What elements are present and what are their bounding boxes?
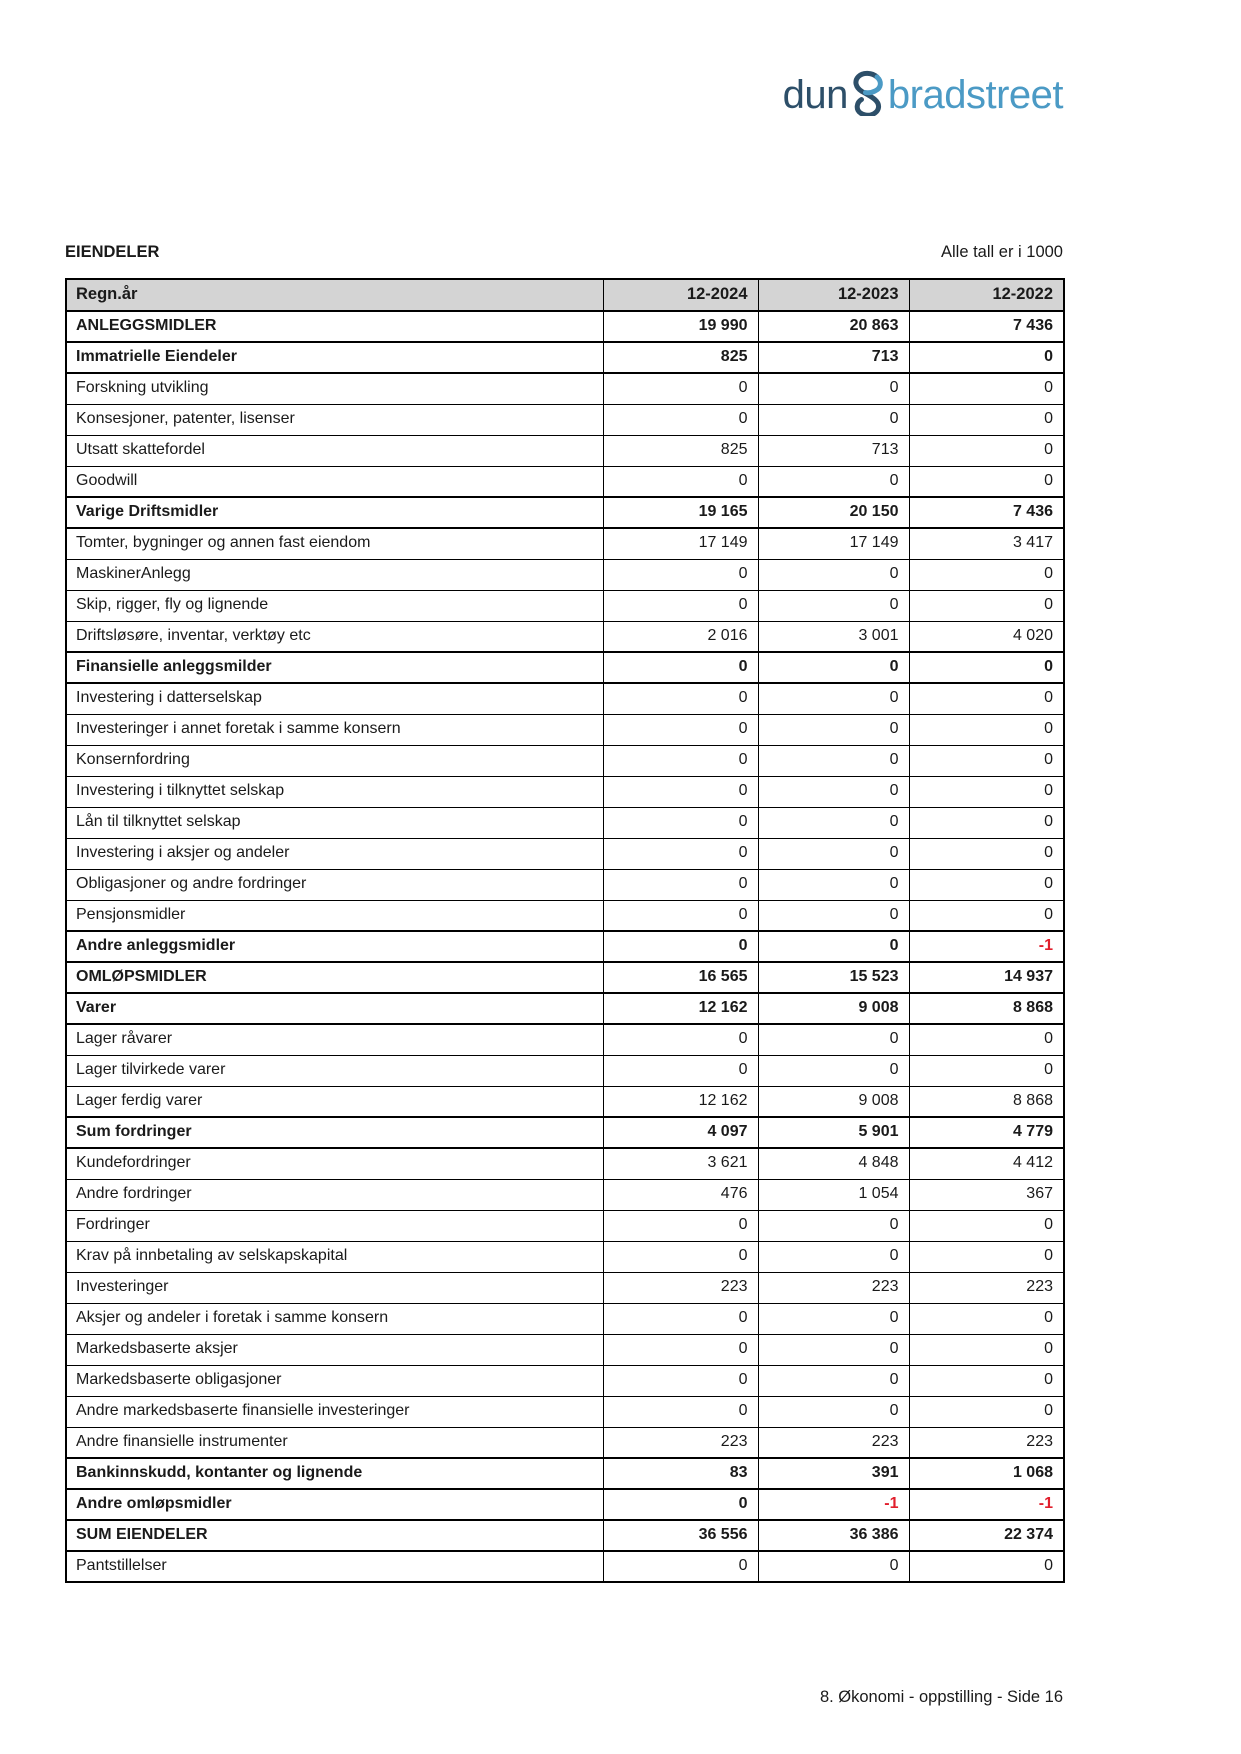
cell-value: 3 001 (758, 621, 909, 652)
cell-value: 0 (909, 559, 1064, 590)
table-row (66, 373, 1064, 404)
table-row (66, 1148, 1064, 1179)
cell-value: 0 (909, 1210, 1064, 1241)
row-label: Lager ferdig varer (66, 1086, 603, 1117)
cell-value: 0 (603, 404, 758, 435)
cell-value: 0 (909, 1551, 1064, 1582)
table-row (66, 528, 1064, 559)
table-row (66, 466, 1064, 497)
cell-value: 0 (758, 404, 909, 435)
cell-value: 0 (603, 1551, 758, 1582)
row-label: Lån til tilknyttet selskap (66, 807, 603, 838)
cell-value: 12 162 (603, 993, 758, 1024)
row-label: Utsatt skattefordel (66, 435, 603, 466)
cell-value: 1 054 (758, 1179, 909, 1210)
row-label: Andre finansielle instrumenter (66, 1427, 603, 1458)
row-label: Varer (66, 993, 603, 1024)
row-label: Driftsløsøre, inventar, verktøy etc (66, 621, 603, 652)
cell-value: 0 (909, 1241, 1064, 1272)
logo-bradstreet-text: bradstreet (887, 73, 1063, 117)
row-label: Kundefordringer (66, 1148, 603, 1179)
cell-value: 0 (909, 435, 1064, 466)
cell-value: 4 412 (909, 1148, 1064, 1179)
cell-value: 4 097 (603, 1117, 758, 1148)
cell-value: 20 150 (758, 497, 909, 528)
row-label: Investering i datterselskap (66, 683, 603, 714)
table-row (66, 1272, 1064, 1303)
cell-value: 1 068 (909, 1458, 1064, 1489)
cell-value: 0 (758, 931, 909, 962)
table-row (66, 435, 1064, 466)
cell-value: 825 (603, 342, 758, 373)
cell-value: 0 (758, 838, 909, 869)
column-header-year: 12-2023 (758, 279, 909, 311)
cell-value: 0 (603, 931, 758, 962)
cell-value: 0 (603, 1396, 758, 1427)
cell-value: 19 165 (603, 497, 758, 528)
cell-value: 223 (758, 1272, 909, 1303)
table-row (66, 1024, 1064, 1055)
cell-value: 0 (603, 1334, 758, 1365)
cell-value: 16 565 (603, 962, 758, 993)
cell-value: 0 (603, 900, 758, 931)
cell-value: 0 (758, 745, 909, 776)
table-row (66, 559, 1064, 590)
page-footer: 8. Økonomi - oppstilling - Side 16 (819, 1688, 1063, 1706)
table-row (66, 1210, 1064, 1241)
cell-value: 0 (603, 1055, 758, 1086)
row-label: Skip, rigger, fly og lignende (66, 590, 603, 621)
row-label: Andre fordringer (66, 1179, 603, 1210)
cell-value: 0 (603, 590, 758, 621)
cell-value: 0 (758, 1241, 909, 1272)
cell-value: 0 (909, 714, 1064, 745)
row-label: Finansielle anleggsmilder (66, 652, 603, 683)
cell-value: 17 149 (603, 528, 758, 559)
cell-value: 8 868 (909, 993, 1064, 1024)
table-row (66, 683, 1064, 714)
cell-value: 0 (758, 466, 909, 497)
cell-value: 15 523 (758, 962, 909, 993)
table-row (66, 962, 1064, 993)
row-label: Andre anleggsmidler (66, 931, 603, 962)
row-label: Investering i tilknyttet selskap (66, 776, 603, 807)
row-label: Investering i aksjer og andeler (66, 838, 603, 869)
cell-value: 0 (603, 745, 758, 776)
row-label: Bankinnskudd, kontanter og lignende (66, 1458, 603, 1489)
row-label: Lager tilvirkede varer (66, 1055, 603, 1086)
unit-note: Alle tall er i 1000 (941, 243, 1063, 261)
cell-value: -1 (758, 1489, 909, 1520)
cell-value: -1 (909, 931, 1064, 962)
table-row (66, 497, 1064, 528)
cell-value: 0 (603, 1489, 758, 1520)
cell-value: 7 436 (909, 311, 1064, 342)
cell-value: 0 (758, 652, 909, 683)
cell-value: 0 (603, 807, 758, 838)
cell-value: 20 863 (758, 311, 909, 342)
cell-value: 0 (603, 869, 758, 900)
table-row (66, 745, 1064, 776)
cell-value: 0 (758, 900, 909, 931)
table-row (66, 1086, 1064, 1117)
cell-value: 0 (603, 1024, 758, 1055)
table-row (66, 1055, 1064, 1086)
cell-value: 223 (909, 1272, 1064, 1303)
cell-value: 0 (603, 776, 758, 807)
column-header-label: Regn.år (66, 279, 603, 311)
header-row (66, 279, 1064, 311)
cell-value: 3 621 (603, 1148, 758, 1179)
cell-value: 0 (909, 869, 1064, 900)
cell-value: 17 149 (758, 528, 909, 559)
cell-value: 367 (909, 1179, 1064, 1210)
table-row (66, 869, 1064, 900)
cell-value: 0 (909, 1365, 1064, 1396)
row-label: Krav på innbetaling av selskapskapital (66, 1241, 603, 1272)
cell-value: 0 (909, 590, 1064, 621)
cell-value: 0 (603, 1303, 758, 1334)
row-label: Konsernfordring (66, 745, 603, 776)
cell-value: 0 (758, 1055, 909, 1086)
cell-value: 0 (909, 342, 1064, 373)
table-row (66, 900, 1064, 931)
table-row (66, 1551, 1064, 1582)
logo-dun-text: dun (782, 73, 848, 117)
row-label: MaskinerAnlegg (66, 559, 603, 590)
row-label: OMLØPSMIDLER (66, 962, 603, 993)
cell-value: 36 386 (758, 1520, 909, 1551)
cell-value: 12 162 (603, 1086, 758, 1117)
table-row (66, 590, 1064, 621)
cell-value: 4 020 (909, 621, 1064, 652)
row-label: Obligasjoner og andre fordringer (66, 869, 603, 900)
cell-value: 0 (758, 373, 909, 404)
cell-value: 0 (758, 1551, 909, 1582)
cell-value: 4 848 (758, 1148, 909, 1179)
row-label: Pantstillelser (66, 1551, 603, 1582)
table-row (66, 931, 1064, 962)
row-label: Immatrielle Eiendeler (66, 342, 603, 373)
table-row (66, 652, 1064, 683)
title-bar (65, 243, 1063, 262)
cell-value: 0 (758, 1303, 909, 1334)
cell-value: 0 (758, 1334, 909, 1365)
cell-value: 0 (909, 838, 1064, 869)
row-label: ANLEGGSMIDLER (66, 311, 603, 342)
table-row (66, 1396, 1064, 1427)
table-row (66, 776, 1064, 807)
table-row (66, 621, 1064, 652)
cell-value: 223 (758, 1427, 909, 1458)
column-header-year: 12-2022 (909, 279, 1064, 311)
cell-value: 223 (603, 1272, 758, 1303)
column-header-year: 12-2024 (603, 279, 758, 311)
table-row (66, 1334, 1064, 1365)
cell-value: 0 (758, 1024, 909, 1055)
table-row (66, 714, 1064, 745)
cell-value: 19 990 (603, 311, 758, 342)
table-row (66, 838, 1064, 869)
row-label: Tomter, bygninger og annen fast eiendom (66, 528, 603, 559)
cell-value: -1 (909, 1489, 1064, 1520)
cell-value: 0 (909, 404, 1064, 435)
cell-value: 0 (758, 776, 909, 807)
row-label: Markedsbaserte aksjer (66, 1334, 603, 1365)
cell-value: 0 (909, 900, 1064, 931)
table-row (66, 1520, 1064, 1551)
cell-value: 0 (758, 1210, 909, 1241)
cell-value: 0 (603, 714, 758, 745)
cell-value: 0 (758, 1365, 909, 1396)
cell-value: 0 (603, 838, 758, 869)
cell-value: 3 417 (909, 528, 1064, 559)
row-label: Lager råvarer (66, 1024, 603, 1055)
cell-value: 0 (909, 1303, 1064, 1334)
cell-value: 0 (603, 1365, 758, 1396)
cell-value: 8 868 (909, 1086, 1064, 1117)
row-label: Investeringer i annet foretak i samme konsern (66, 714, 603, 745)
row-label: Konsesjoner, patenter, lisenser (66, 404, 603, 435)
row-label: Pensjonsmidler (66, 900, 603, 931)
cell-value: 0 (603, 652, 758, 683)
row-label: Forskning utvikling (66, 373, 603, 404)
cell-value: 0 (909, 466, 1064, 497)
cell-value: 5 901 (758, 1117, 909, 1148)
cell-value: 0 (909, 373, 1064, 404)
row-label: Aksjer og andeler i foretak i samme konsern (66, 1303, 603, 1334)
cell-value: 0 (909, 807, 1064, 838)
table-row (66, 1458, 1064, 1489)
cell-value: 0 (603, 1241, 758, 1272)
table-row (66, 993, 1064, 1024)
table-row (66, 1117, 1064, 1148)
cell-value: 223 (603, 1427, 758, 1458)
row-label: Investeringer (66, 1272, 603, 1303)
table-row (66, 807, 1064, 838)
ampersand-icon (848, 70, 888, 120)
table-row (66, 1241, 1064, 1272)
table-row (66, 1427, 1064, 1458)
cell-value: 391 (758, 1458, 909, 1489)
row-label: Markedsbaserte obligasjoner (66, 1365, 603, 1396)
cell-value: 9 008 (758, 993, 909, 1024)
row-label: Fordringer (66, 1210, 603, 1241)
assets-table (65, 278, 1065, 1583)
cell-value: 0 (909, 1055, 1064, 1086)
cell-value: 0 (603, 373, 758, 404)
cell-value: 0 (758, 1396, 909, 1427)
cell-value: 0 (603, 683, 758, 714)
cell-value: 2 016 (603, 621, 758, 652)
table-row (66, 1489, 1064, 1520)
cell-value: 0 (909, 776, 1064, 807)
table-row (66, 1179, 1064, 1210)
cell-value: 223 (909, 1427, 1064, 1458)
cell-value: 14 937 (909, 962, 1064, 993)
cell-value: 4 779 (909, 1117, 1064, 1148)
cell-value: 713 (758, 342, 909, 373)
cell-value: 0 (758, 714, 909, 745)
cell-value: 0 (909, 683, 1064, 714)
brand-logo (783, 70, 1063, 120)
cell-value: 0 (758, 559, 909, 590)
cell-value: 0 (909, 652, 1064, 683)
table-row (66, 1365, 1064, 1396)
cell-value: 0 (909, 1334, 1064, 1365)
table-row (66, 404, 1064, 435)
table-row (66, 311, 1064, 342)
cell-value: 0 (603, 559, 758, 590)
cell-value: 7 436 (909, 497, 1064, 528)
cell-value: 36 556 (603, 1520, 758, 1551)
cell-value: 0 (909, 1024, 1064, 1055)
row-label: Andre markedsbaserte finansielle investeringer (66, 1396, 603, 1427)
cell-value: 22 374 (909, 1520, 1064, 1551)
cell-value: 0 (909, 745, 1064, 776)
row-label: SUM EIENDELER (66, 1520, 603, 1551)
cell-value: 0 (758, 869, 909, 900)
cell-value: 9 008 (758, 1086, 909, 1117)
cell-value: 0 (603, 1210, 758, 1241)
cell-value: 713 (758, 435, 909, 466)
cell-value: 83 (603, 1458, 758, 1489)
cell-value: 825 (603, 435, 758, 466)
row-label: Goodwill (66, 466, 603, 497)
cell-value: 0 (603, 466, 758, 497)
cell-value: 0 (909, 1396, 1064, 1427)
cell-value: 476 (603, 1179, 758, 1210)
row-label: Andre omløpsmidler (66, 1489, 603, 1520)
cell-value: 0 (758, 683, 909, 714)
cell-value: 0 (758, 807, 909, 838)
table-row (66, 1303, 1064, 1334)
page-title: EIENDELER (65, 243, 160, 261)
cell-value: 0 (758, 590, 909, 621)
assets-table-wrap (65, 278, 1063, 1583)
row-label: Varige Driftsmidler (66, 497, 603, 528)
table-row (66, 342, 1064, 373)
row-label: Sum fordringer (66, 1117, 603, 1148)
